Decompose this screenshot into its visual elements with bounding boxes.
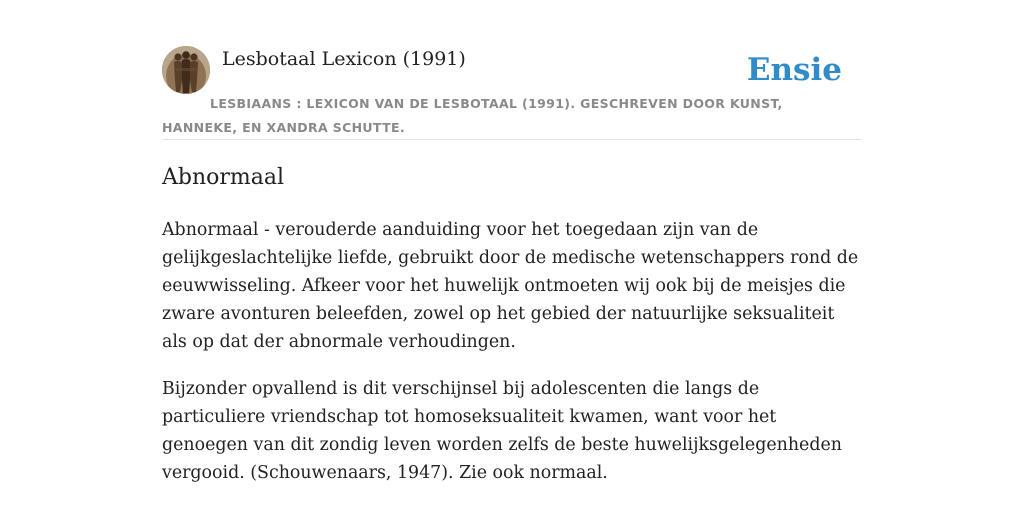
statue-avatar-icon[interactable] [162,46,210,94]
entry-paragraph-1: Abnormaal - verouderde aanduiding voor het toegedaan zijn van de gelijkgeslachtelijke liefde, gebruikt door de medische wetenschappers rond de eeuwwisseling. Afkeer voor het huwelijk ontmoeten wij ook bij de meisjes die zware avonturen beleefden, zowel op het gebied der natuurlijke seksualiteit als op dat der abnormale verhoudingen. [162,220,859,352]
entry-title: Abnormaal [162,165,285,190]
lexicon-subtitle: LESBIAANS : LEXICON VAN DE LESBOTAAL (1991). GESCHREVEN DOOR KUNST, HANNEKE, EN XANDRA SCHUTTE. [162,96,783,135]
header-divider [162,139,862,140]
lexicon-title[interactable]: Lesbotaal Lexicon (1991) [222,48,466,70]
entry-paragraph-2: Bijzonder opvallend is dit verschijnsel bij adolescenten die langs de particuliere vriendschap tot homoseksualiteit kwamen, want voor het genoegen van dit zondig leven worden zelfs de beste huwelijksgelegenheden vergooid. (Schouwenaars, 1947). Zie ook normaal. [162,379,842,483]
ensie-logo[interactable]: Ensie [746,52,842,88]
